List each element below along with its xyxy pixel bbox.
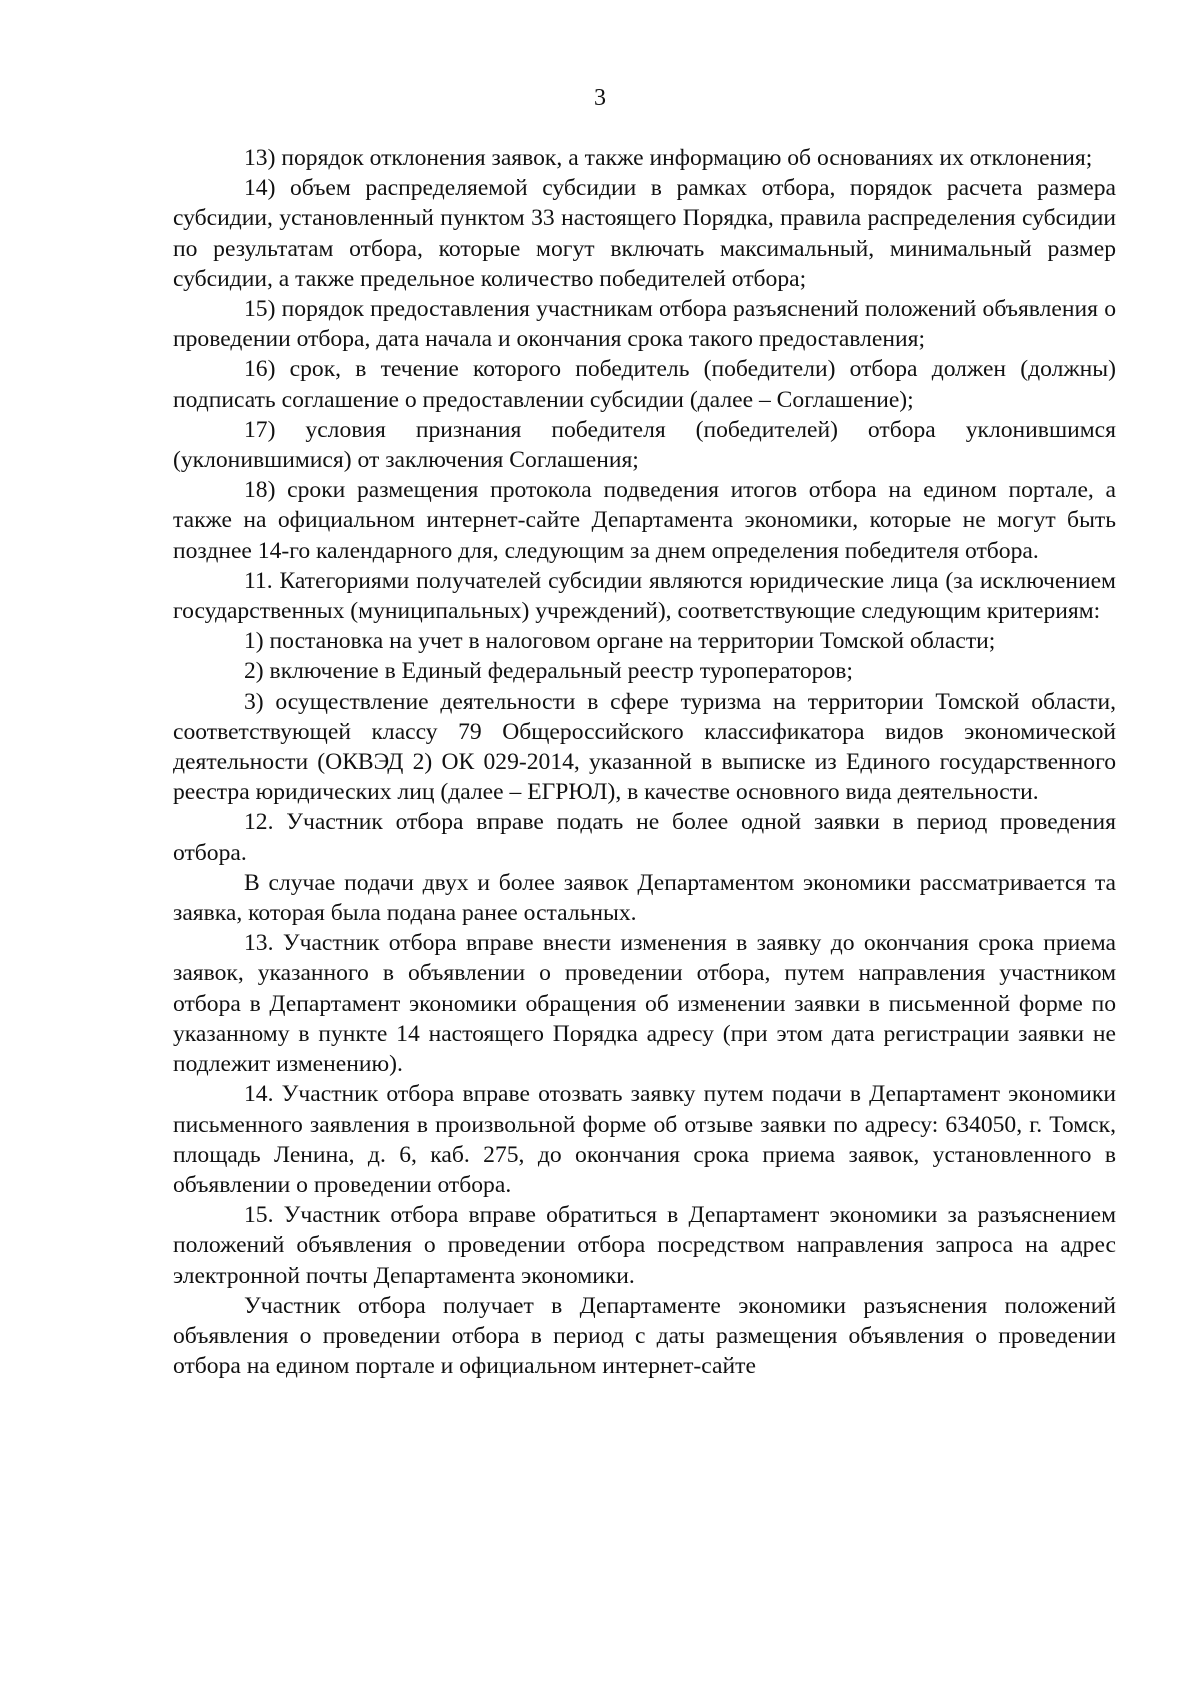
list-item-13: 13) порядок отклонения заявок, а также информацию об основаниях их отклонения; bbox=[244, 145, 1093, 171]
document-body bbox=[173, 143, 1116, 1381]
criterion-3: 3) осуществление деятельности в сфере туризма на территории Томской области, соответствующей классу 79 Общероссийского классификатора видов экономической деятельности (ОКВЭД 2) ОК 029-2014, указанной в выписке из Единого государственного реестра юридических лиц (далее – ЕГРЮЛ), в качестве основного вида деятельности. bbox=[173, 688, 1116, 806]
clause-11: 11. Категориями получателей субсидии являются юридические лица (за исключением государственных (муниципальных) учреждений), соответствующие следующим критериям: bbox=[173, 567, 1116, 625]
clause-15: 15. Участник отбора вправе обратиться в Департамент экономики за разъяснением положений объявления о проведении отбора посредством направления запроса на адрес электронной почты Департамента экономики. bbox=[173, 1202, 1116, 1289]
criterion-2: 2) включение в Единый федеральный реестр туроператоров; bbox=[244, 658, 853, 685]
list-item-16: 16) срок, в течение которого победитель (победители) отбора должен (должны) подписать соглашение о предоставлении субсидии (далее – Соглашение); bbox=[173, 356, 1116, 413]
clause-12: 12. Участник отбора вправе подать не более одной заявки в период проведения отбора. bbox=[173, 809, 1116, 866]
criterion-1: 1) постановка на учет в налоговом органе на территории Томской области; bbox=[244, 628, 996, 655]
list-item-14: 14) объем распределяемой субсидии в рамках отбора, порядок расчета размера субсидии, установленный пунктом 33 настоящего Порядка, правила распределения субсидии по результатам отбора, которые могут включать максимальный, минимальный размер субсидии, а также предельное количество победителей отбора; bbox=[173, 175, 1116, 292]
clause-12-note: В случае подачи двух и более заявок Департаментом экономики рассматривается та заявка, которая была подана ранее остальных. bbox=[173, 869, 1116, 927]
clause-13: 13. Участник отбора вправе внести изменения в заявку до окончания срока приема заявок, указанного в объявлении о проведении отбора, путем направления участником отбора в Департамент экономики обращения об изменении заявки в письменной форме по указанному в пункте 14 настоящего Порядка адресу (при этом дата регистрации заявки не подлежит изменению). bbox=[173, 930, 1116, 1078]
clause-14: 14. Участник отбора вправе отозвать заявку путем подачи в Департамент экономики письменного заявления в произвольной форме об отзыве заявки по адресу: 634050, г. Томск, площадь Ленина, д. 6, каб. 275, до окончания срока приема заявок, установленного в объявлении о проведении отбора. bbox=[173, 1081, 1116, 1198]
clause-15-continuation: Участник отбора получает в Департаменте экономики разъяснения положений объявления о проведении отбора в период с даты размещения объявления о проведении отбора на едином портале и официальном интернет-сайте bbox=[173, 1292, 1116, 1380]
list-item-17: 17) условия признания победителя (победителей) отбора уклонившимся (уклонившимися) от заключения Соглашения; bbox=[173, 416, 1116, 474]
page-number: 3 bbox=[594, 85, 606, 111]
list-item-15: 15) порядок предоставления участникам отбора разъяснений положений объявления о проведении отбора, дата начала и окончания срока такого предоставления; bbox=[173, 296, 1116, 353]
list-item-18: 18) сроки размещения протокола подведения итогов отбора на едином портале, а также на официальном интернет-сайте Департамента экономики, которые не могут быть позднее 14-го календарного для, следующим за днем определения победителя отбора. bbox=[173, 477, 1116, 564]
